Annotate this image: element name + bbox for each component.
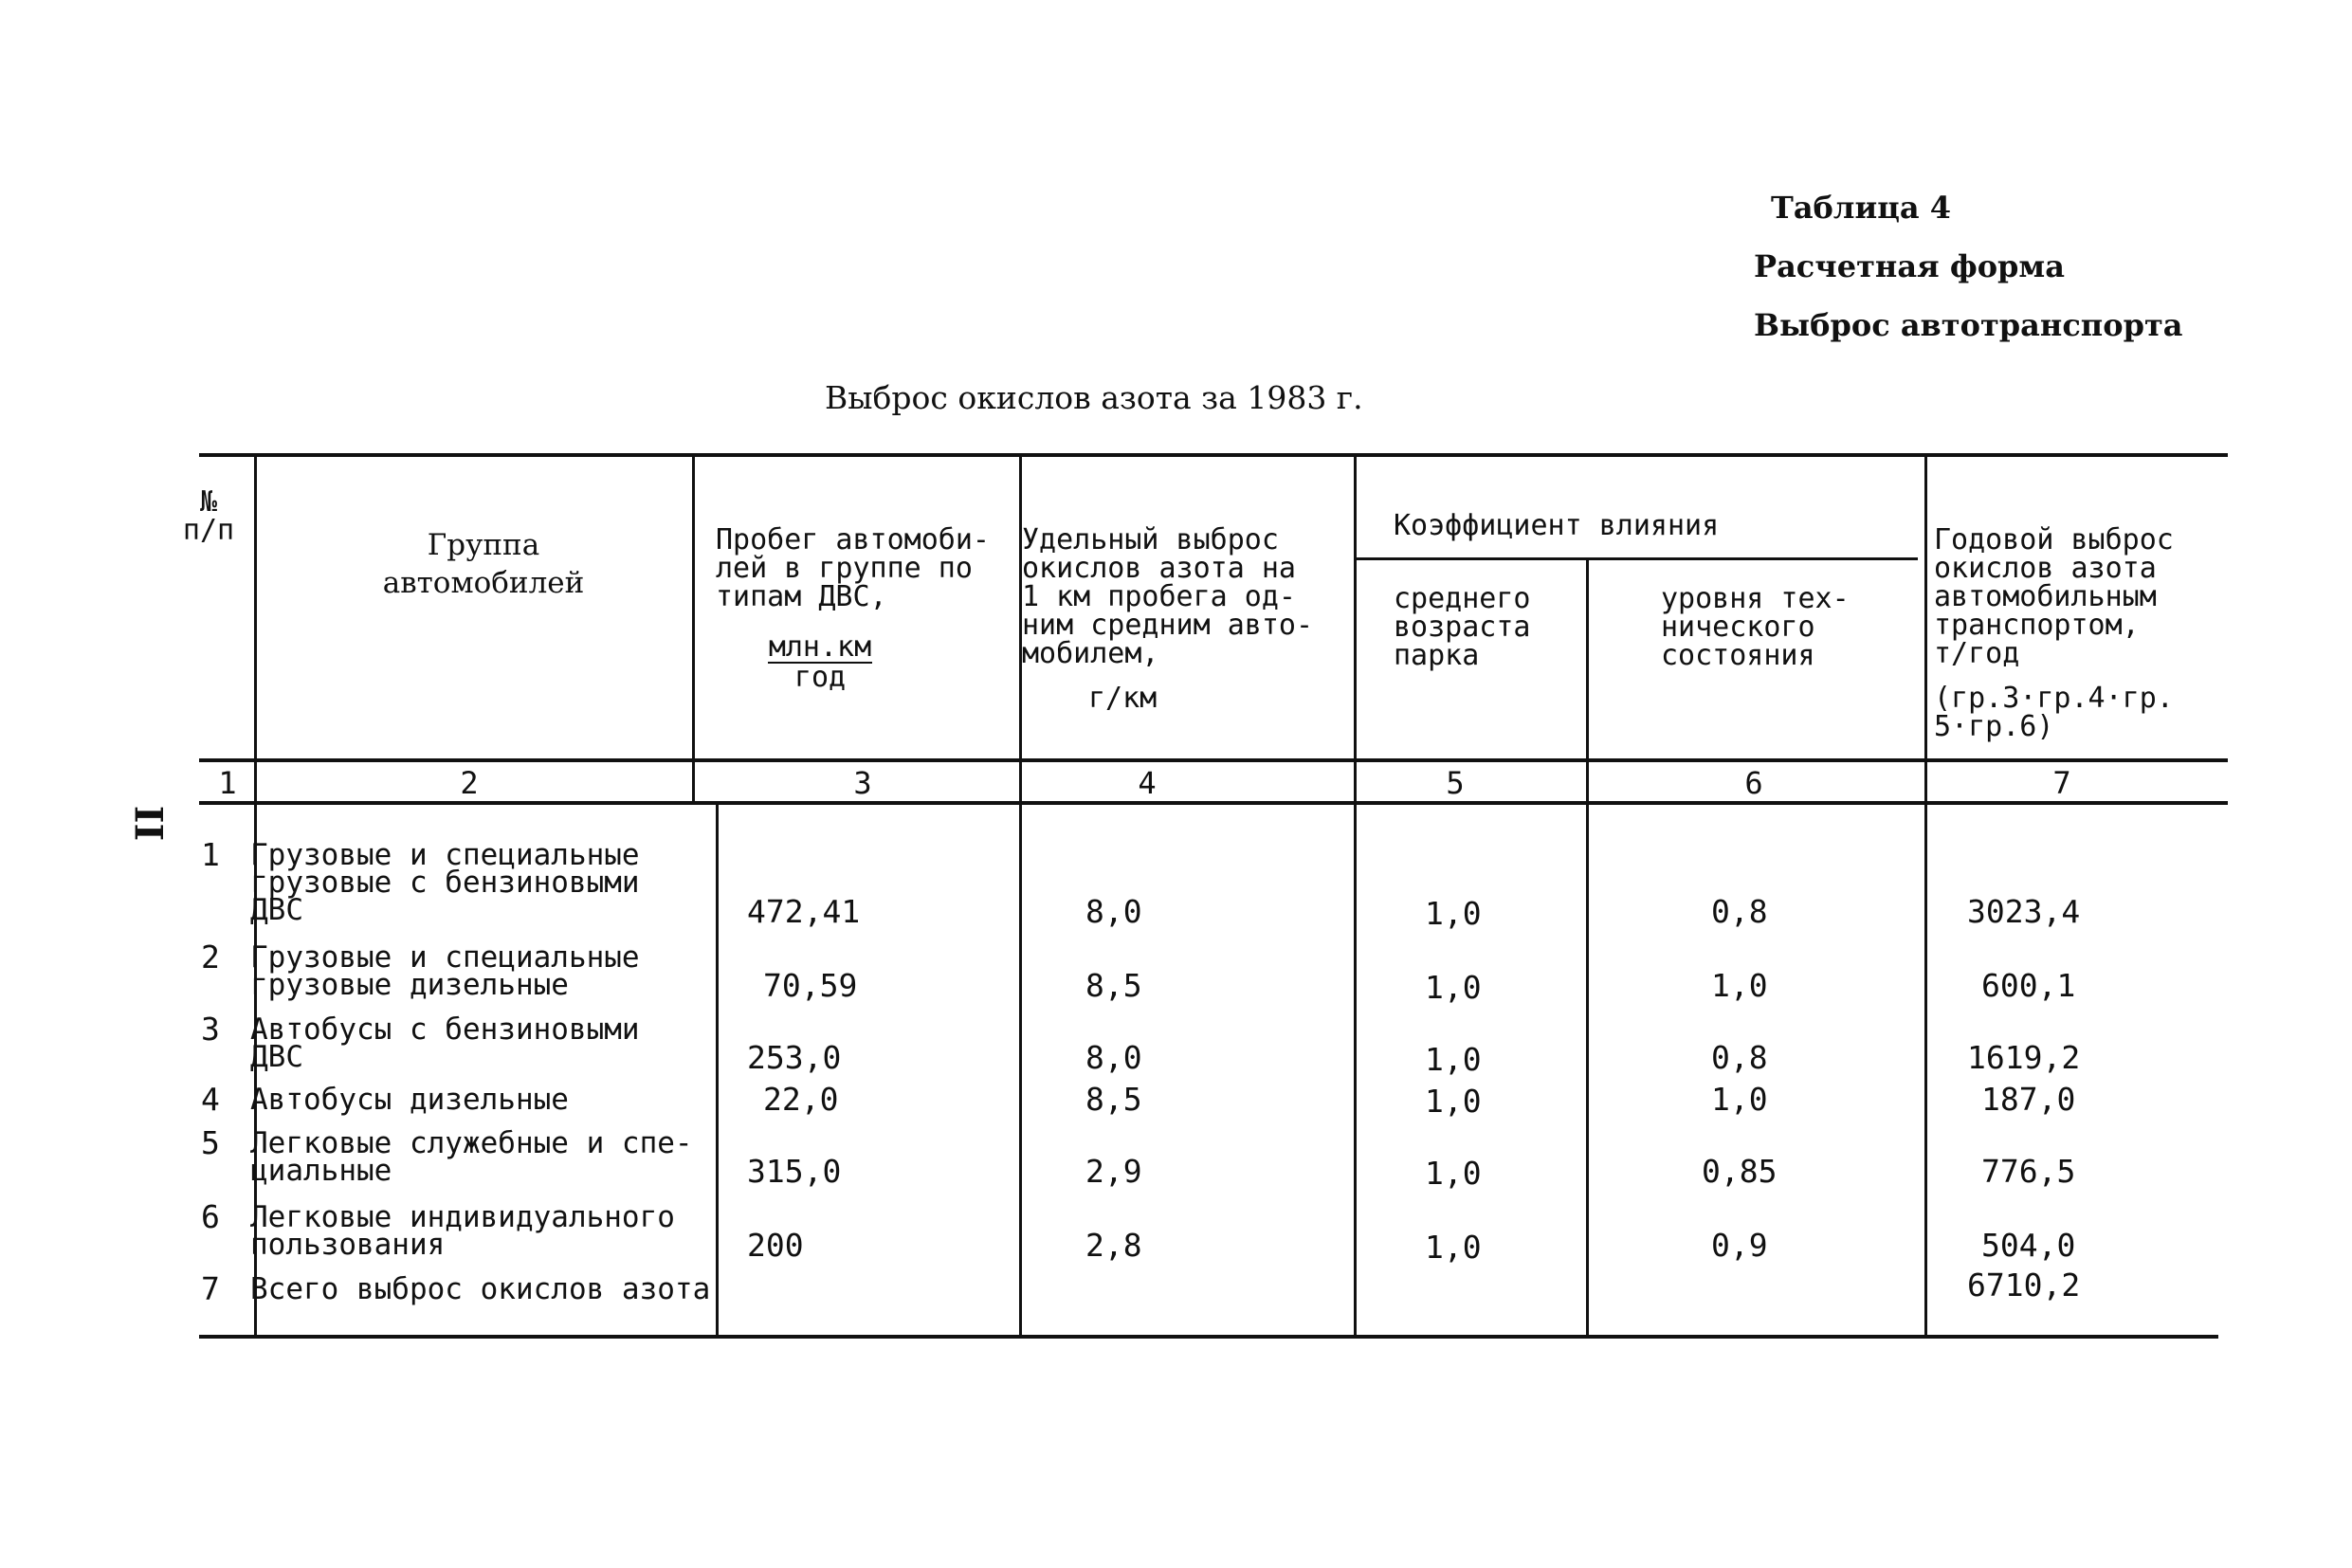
specific-emission-value: 2,8 [1085, 1227, 1142, 1264]
fleet-age-coef: 1,0 [1425, 1041, 1482, 1078]
column-number: 7 [2052, 765, 2071, 801]
fleet-age-coef: 1,0 [1425, 1229, 1482, 1266]
mileage-value: 200 [747, 1227, 804, 1264]
mileage-value: 253,0 [747, 1039, 842, 1076]
table-top-rule [199, 453, 2228, 457]
tech-state-coef: 0,85 [1702, 1153, 1778, 1190]
annual-emission-value: 1619,2 [1967, 1039, 2081, 1076]
tech-state-coef: 0,9 [1711, 1227, 1768, 1264]
fleet-age-coef: 1,0 [1425, 1155, 1482, 1192]
row-number: 5 [201, 1124, 220, 1161]
annual-emission-value: 3023,4 [1967, 893, 2081, 930]
specific-emission-value: 8,5 [1085, 967, 1142, 1004]
header-annual-formula: (гр.3·гр.4·гр. 5·гр.6) [1934, 682, 2174, 743]
annual-emission-value: 776,5 [1981, 1153, 2076, 1190]
annual-emission-value: 504,0 [1981, 1227, 2076, 1264]
row-number: 2 [201, 939, 220, 975]
table-bottom-rule [199, 1335, 2218, 1339]
vehicle-group: Автобусы с бензиновыми ДВС [250, 1012, 640, 1074]
vehicle-group: Грузовые и специальные грузовые дизельные [250, 940, 640, 1002]
mileage-value: 472,41 [747, 893, 861, 930]
annual-emission-value: 6710,2 [1967, 1267, 2081, 1304]
table-title: Выброс окислов азота за 1983 г. [825, 379, 1363, 416]
header-row-number: № п/п [182, 485, 235, 547]
header-fleet-age: среднего возраста парка [1394, 582, 1531, 672]
header-influence-coefficient: Коэффициент влияния [1394, 509, 1720, 542]
vehicle-group: Легковые индивидуального пользования [250, 1200, 675, 1262]
row-number: 1 [201, 836, 220, 873]
fleet-age-coef: 1,0 [1425, 895, 1482, 932]
row-number: 7 [201, 1270, 220, 1307]
column-number: 5 [1446, 765, 1465, 801]
column-number: 6 [1744, 765, 1763, 801]
specific-emission-value: 8,5 [1085, 1081, 1142, 1118]
tech-state-coef: 0,8 [1711, 1039, 1768, 1076]
vehicle-group: Автобусы дизельные [250, 1083, 569, 1117]
fleet-age-coef: 1,0 [1425, 969, 1482, 1006]
column-number: 2 [460, 765, 479, 801]
col-divider-2-header [692, 453, 695, 801]
vehicle-group: Легковые служебные и спе- циальные [250, 1126, 693, 1188]
header-mileage-unit-denominator: год [793, 661, 847, 694]
tech-state-coef: 1,0 [1711, 967, 1768, 1004]
vehicle-group: Грузовые и специальные грузовые с бензиновыми ДВС [250, 838, 640, 927]
header-bottom-rule [199, 758, 2228, 762]
subject-label: Выброс автотранспорта [1754, 307, 2183, 343]
annual-emission-value: 600,1 [1981, 967, 2076, 1004]
colnum-bottom-rule [199, 801, 2228, 805]
col-divider-6 [1924, 453, 1927, 1337]
specific-emission-value: 8,0 [1085, 893, 1142, 930]
form-label: Расчетная форма [1754, 248, 2065, 284]
specific-emission-value: 8,0 [1085, 1039, 1142, 1076]
header-annual-emission: Годовой выброс окислов азота автомобильным транспортом, т/год [1934, 523, 2174, 670]
mileage-value: 315,0 [747, 1153, 842, 1190]
column-number: 1 [218, 765, 237, 801]
vehicle-group: Всего выброс окислов азота [250, 1272, 711, 1306]
header-specific-emission: Удельный выброс окислов азота на 1 км пробега од- ним средним авто- мобилем, [1022, 523, 1314, 670]
tech-state-coef: 0,8 [1711, 893, 1768, 930]
row-number: 3 [201, 1011, 220, 1048]
header-vehicle-group: Группа автомобилей [382, 528, 585, 600]
row-number: 6 [201, 1198, 220, 1235]
specific-emission-value: 2,9 [1085, 1153, 1142, 1190]
header-mileage: Пробег автомоби- лей в группе по типам ДВС, [716, 523, 990, 613]
column-number: 4 [1138, 765, 1157, 801]
header-mileage-unit-numerator: млн.км [768, 630, 872, 664]
column-number: 3 [853, 765, 872, 801]
annual-emission-value: 187,0 [1981, 1081, 2076, 1118]
mileage-value: 22,0 [763, 1081, 839, 1118]
side-page-mark: II [128, 805, 173, 842]
col-divider-2-body [716, 801, 719, 1337]
tech-state-coef: 1,0 [1711, 1081, 1768, 1118]
fleet-age-coef: 1,0 [1425, 1083, 1482, 1120]
col-divider-5 [1586, 557, 1589, 1337]
row-number: 4 [201, 1081, 220, 1118]
coef-group-rule [1356, 557, 1918, 560]
table-number: Таблица 4 [1771, 190, 1951, 226]
header-specific-emission-unit: г/км [1088, 682, 1158, 715]
col-divider-4 [1354, 453, 1357, 1337]
header-technical-state: уровня тех- нического состояния [1661, 582, 1850, 672]
mileage-value: 70,59 [763, 967, 858, 1004]
